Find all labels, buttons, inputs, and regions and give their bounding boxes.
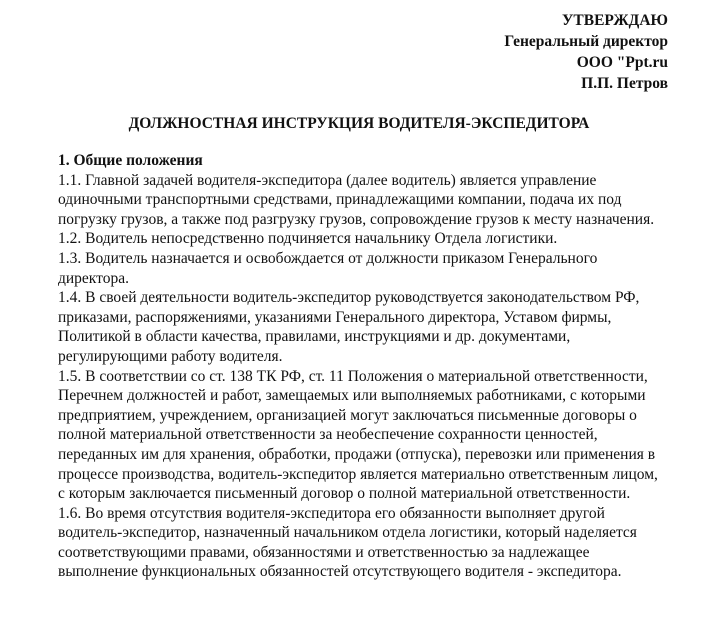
body-line: одиночными транспортными средствами, принадлежащими компании, подача их под <box>58 191 622 209</box>
document-title: ДОЛЖНОСТНАЯ ИНСТРУКЦИЯ ВОДИТЕЛЯ-ЭКСПЕДИТОРА <box>128 115 590 132</box>
document-body <box>58 151 708 582</box>
body-line: Перечнем должностей и работ, замещаемых или выполняемых работниками, с которыми <box>58 387 646 405</box>
body-line: 1.5. В соответствии со ст. 138 ТК РФ, ст. 11 Положения о материальной ответственности, <box>58 367 648 385</box>
body-line: соответствующими правами, обязанностями и ответственностью за надлежащее <box>58 543 590 561</box>
body-line: 1.1. Главной задачей водителя-экспедитора (далее водитель) является управление <box>58 171 597 189</box>
body-line: директора. <box>58 269 129 287</box>
body-line: полной материальной ответственности за необеспечение сохранности ценностей, <box>58 426 598 444</box>
body-line: выполнение функциональных обязанностей отсутствующего водителя - экспедитора. <box>58 563 622 581</box>
approver-name: П.П. Петров <box>581 75 668 92</box>
body-line: Политикой в области качества, правилами, инструкциями и др. документами, <box>58 328 571 346</box>
approval-block <box>504 10 668 94</box>
body-line: с которым заключается письменный договор о полной материальной ответственности. <box>58 485 631 503</box>
body-line: 1.4. В своей деятельности водитель-экспедитор руководствуется законодательством РФ, <box>58 289 640 307</box>
body-line: 1.2. Водитель непосредственно подчиняется начальнику Отдела логистики. <box>58 230 558 248</box>
body-line: переданных им для хранения, обработки, продажи (отпуска), перевозки или применения в <box>58 445 656 463</box>
approver-company: ООО "Ppt.ru <box>576 54 668 71</box>
body-line: 1.6. Во время отсутствия водителя-экспедитора его обязанности выполняет другой <box>58 504 605 522</box>
body-line: предприятием, учреждением, организацией могут заключаться письменные договоры о <box>58 406 637 424</box>
approval-heading: УТВЕРЖДАЮ <box>562 12 668 29</box>
body-line: водитель-экспедитор, назначенный начальником отдела логистики, который наделяется <box>58 524 637 542</box>
body-line: регулирующими работу водителя. <box>58 347 283 365</box>
body-line: процессе производства, водитель-экспедитор является материально ответственным лицом, <box>58 465 658 483</box>
approver-position: Генеральный директор <box>504 33 668 50</box>
section-heading: 1. Общие положения <box>58 152 203 169</box>
body-line: приказами, распоряжениями, указаниями Генерального директора, Уставом фирмы, <box>58 308 612 326</box>
body-line: погрузку грузов, а также под разгрузку грузов, сопровождение грузов к месту назначения. <box>58 210 655 228</box>
body-line: 1.3. Водитель назначается и освобождается от должности приказом Генерального <box>58 249 598 267</box>
